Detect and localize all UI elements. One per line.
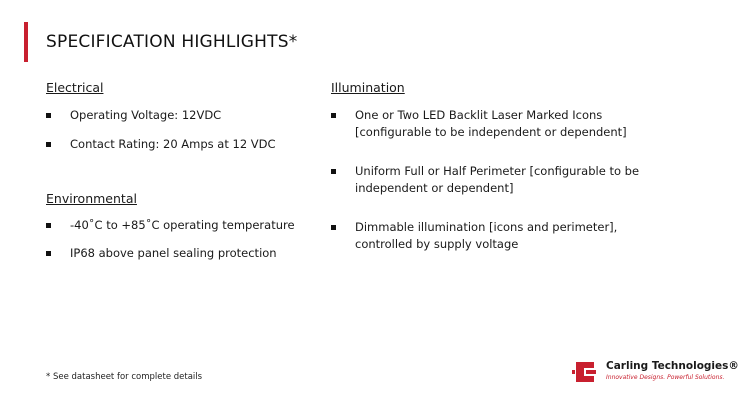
right-column <box>331 80 661 253</box>
list-item: Uniform Full or Half Perimeter [configurable to be independent or dependent] <box>331 163 661 197</box>
bullet-icon <box>331 225 336 230</box>
bullet-icon <box>46 113 51 118</box>
list-item: IP68 above panel sealing protection <box>46 245 316 262</box>
bullet-icon <box>46 251 51 256</box>
logo-tagline: Innovative Designs. Powerful Solutions. <box>606 374 725 381</box>
illumination-list <box>331 107 661 253</box>
logo-text <box>606 361 739 383</box>
electrical-heading: Electrical <box>46 80 104 95</box>
logo-name: Carling Technologies® <box>606 360 739 372</box>
list-item: One or Two LED Backlit Laser Marked Icons [configurable to be independent or dependent] <box>331 107 661 141</box>
electrical-list <box>46 107 316 153</box>
list-item: Contact Rating: 20 Amps at 12 VDC <box>46 136 316 153</box>
list-item: -40˚C to +85˚C operating temperature <box>46 217 316 234</box>
environmental-heading: Environmental <box>46 191 137 206</box>
list-item: Operating Voltage: 12VDC <box>46 107 316 124</box>
title-accent-bar <box>24 22 28 62</box>
bullet-icon <box>331 113 336 118</box>
bullet-icon <box>46 223 51 228</box>
company-logo <box>572 358 739 386</box>
page-title: SPECIFICATION HIGHLIGHTS* <box>46 32 298 52</box>
footnote: * See datasheet for complete details <box>46 372 203 382</box>
illumination-heading: Illumination <box>331 80 405 95</box>
left-column <box>46 80 316 262</box>
bullet-icon <box>331 169 336 174</box>
bullet-icon <box>46 142 51 147</box>
environmental-list <box>46 217 316 262</box>
list-item: Dimmable illumination [icons and perimeter], controlled by supply voltage <box>331 219 661 253</box>
carling-logo-icon <box>572 358 600 386</box>
